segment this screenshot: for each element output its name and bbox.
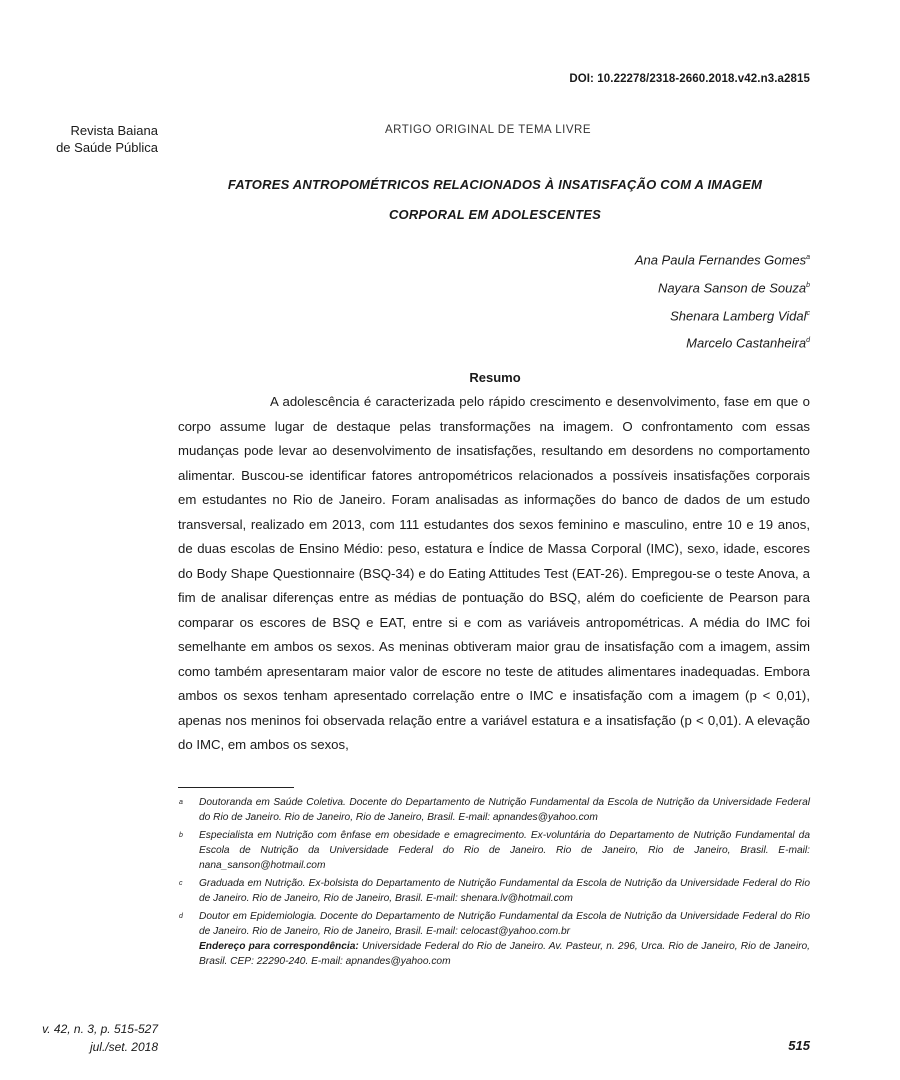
- footnote: [178, 828, 810, 873]
- author-mark: c: [806, 309, 810, 317]
- author-name: Marcelo Castanheira: [686, 335, 807, 351]
- author-list: [635, 245, 810, 356]
- footnote-mark: c: [179, 880, 183, 887]
- author-name: Nayara Sanson de Souza: [657, 280, 807, 296]
- article-title-line1: FATORES ANTROPOMÉTRICOS RELACIONADOS À INSATISFAÇÃO COM A IMAGEM: [227, 177, 763, 192]
- abstract-text: A adolescência é caracterizada pelo rápido crescimento e desenvolvimento, fase em que o corpo assume lugar de destaque pelas transformações na imagem. O confrontamento com essas mudanças pode levar ao desenvolvimento de insatisfações, resultando em desordens no comportamento alimentar. Buscou-se identificar fatores antropométricos relacionados a possíveis insatisfações corporais em estudantes no Rio de Janeiro. Foram analisadas as informações do banco de dados de um estudo transversal, realizado em 2013, com 111 estudantes dos sexos feminino e masculino, entre 10 e 19 anos, de duas escolas de Ensino Médio: peso, estatura e Índice de Massa Corporal (IMC), sexo, idade, escores do Body Shape Questionnaire (BSQ-34) e do Eating Attitudes Test (EAT-26). Empregou-se o teste Anova, a fim de analisar diferenças entre as médias de pontuação do BSQ, além do coeficiente de Pearson para comparar os escores de BSQ e EAT, entre si e com as variáveis antropométricas. A média do IMC foi semelhante em ambos os sexos. As meninas obtiveram maior grau de insatisfação com a imagem, assim como também apresentaram maior valor de escore no teste de atitudes alimentares inadequadas. Embora ambos os sexos tenham apresentado correlação entre o IMC e insatisfação com a imagem (p < 0,01), apenas nos meninos foi observada relação entre a variável estatura e a insatisfação (p < 0,01). A elevação do IMC, em ambos os sexos,: [178, 394, 810, 752]
- doi-label: DOI: 10.22278/2318-2660.2018.v42.n3.a2815: [569, 73, 810, 85]
- footnote-text: Doutor em Epidemiologia. Docente do Departamento de Nutrição Fundamental da Escola de Nutrição da Universidade Federal do Rio de Janeiro. Rio de Janeiro, Rio de Janeiro, Brasil. E-mail: celocast@yahoo.com.br: [199, 911, 810, 937]
- author-mark: a: [806, 254, 810, 261]
- abstract-heading: Resumo: [469, 370, 521, 385]
- footnote-mark: a: [179, 799, 183, 806]
- footnote-mark: d: [179, 913, 183, 920]
- correspondence-label: Endereço para correspondência:: [199, 941, 359, 952]
- journal-name-line2: de Saúde Pública: [56, 140, 158, 155]
- correspondence-text: Universidade Federal do Rio de Janeiro. Av. Pasteur, n. 296, Urca. Rio de Janeiro, Rio de Janeiro, Brasil. CEP: 22290-240. E-mail: apnandes@yahoo.com: [199, 941, 810, 967]
- article-title-line2: CORPORAL EM ADOLESCENTES: [388, 207, 602, 222]
- volume-line1: v. 42, n. 3, p. 515-527: [42, 1022, 158, 1036]
- footnote: [178, 909, 810, 969]
- footnote: [178, 876, 810, 906]
- footnote-rule: [178, 787, 294, 788]
- author-name: Shenara Lamberg Vidal: [670, 307, 807, 323]
- footnote-text: Especialista em Nutrição com ênfase em obesidade e emagrecimento. Ex-voluntária do Departamento de Nutrição Fundamental da Escola de Nutrição da Universidade Federal do Rio de Janeiro. Rio de Janeiro, Rio de Janeiro, Brasil. E-mail: nana_sanson@hotmail.com: [199, 830, 810, 871]
- author: [635, 301, 810, 329]
- author: [635, 328, 810, 356]
- correspondence-address: [199, 941, 810, 967]
- author: [635, 245, 810, 273]
- footnote-mark: b: [179, 832, 183, 839]
- footnote: [178, 795, 810, 825]
- page-number: 515: [788, 1038, 810, 1053]
- volume-line2: jul./set. 2018: [89, 1040, 158, 1054]
- footnotes: [178, 795, 810, 972]
- journal-name-line1: Revista Baiana: [70, 123, 158, 138]
- footnote-text: Graduada em Nutrição. Ex-bolsista do Departamento de Nutrição Fundamental da Escola de Nutrição da Universidade Federal do Rio de Janeiro. Rio de Janeiro, Rio de Janeiro, Brasil. E-mail: shenara.lv@hotmail.com: [199, 878, 810, 904]
- author: [635, 273, 810, 301]
- author-mark: d: [806, 337, 810, 345]
- volume-info: [20, 1020, 158, 1056]
- author-name: Ana Paula Fernandes Gomes: [634, 252, 807, 268]
- section-label: ARTIGO ORIGINAL DE TEMA LIVRE: [385, 124, 592, 136]
- article-title: [180, 170, 810, 230]
- footnote-text: Doutoranda em Saúde Coletiva. Docente do Departamento de Nutrição Fundamental da Escola de Nutrição da Universidade Federal do Rio de Janeiro. Rio de Janeiro, Rio de Janeiro, Brasil. E-mail: apnandes@yahoo.com: [199, 797, 810, 823]
- journal-name: [40, 122, 158, 156]
- author-mark: b: [806, 281, 810, 289]
